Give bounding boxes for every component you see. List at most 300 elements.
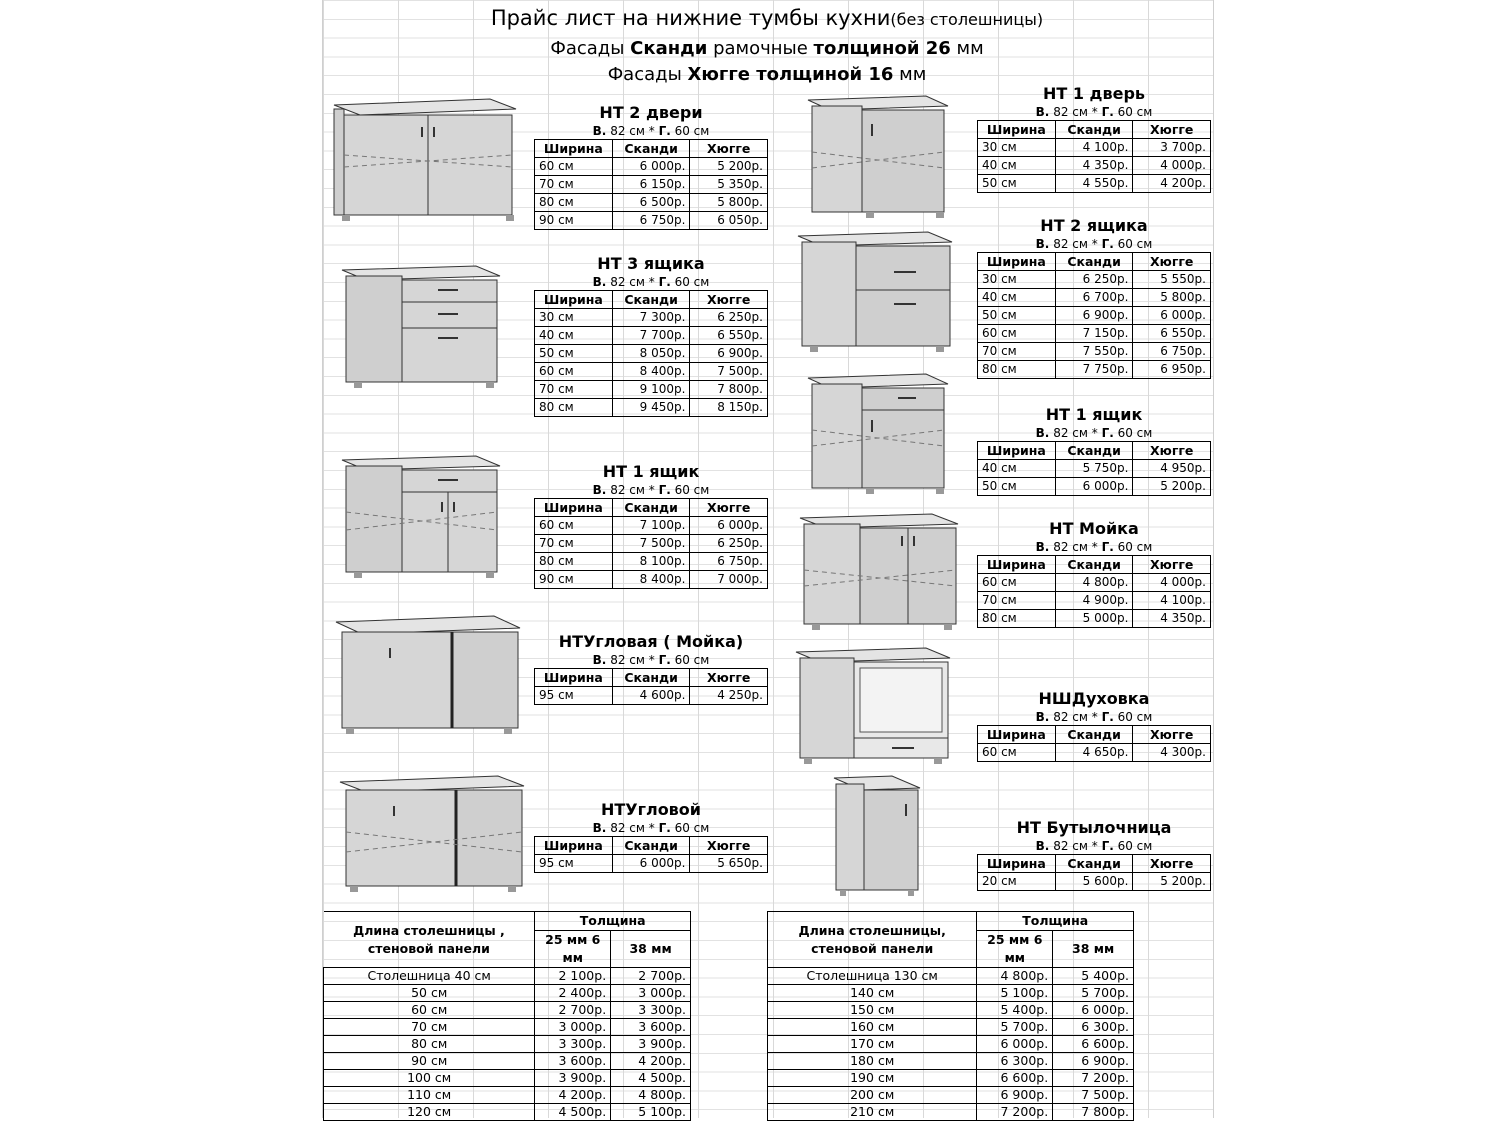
- price-25-cell: 5 700р.: [977, 1019, 1053, 1036]
- scandi-header: Сканди: [1055, 121, 1133, 139]
- width-cell: 60 см: [978, 574, 1056, 592]
- hygge-price-cell: 3 700р.: [1133, 139, 1211, 157]
- product-block: [977, 216, 1211, 379]
- hygge-price-cell: 7 800р.: [690, 381, 768, 399]
- cabinet-1-door-image: [806, 92, 951, 222]
- product-dimensions: В. 82 см * Г. 60 см: [592, 275, 710, 289]
- width-cell: 90 см: [535, 212, 613, 230]
- price-38-cell: 5 400р.: [1053, 968, 1134, 985]
- scandi-header: Сканди: [1055, 556, 1133, 574]
- length-cell: 100 см: [324, 1070, 535, 1087]
- hygge-header: Хюгге: [1133, 556, 1211, 574]
- hygge-header: Хюгге: [1133, 121, 1211, 139]
- width-cell: 20 см: [978, 873, 1056, 891]
- scandi-price-cell: 7 300р.: [612, 309, 690, 327]
- table-row: [978, 175, 1211, 193]
- hygge-price-cell: 5 800р.: [690, 194, 768, 212]
- countertop-rows-left: [324, 968, 691, 1121]
- price-38-cell: 7 500р.: [1053, 1087, 1134, 1104]
- product-block: [977, 405, 1211, 496]
- product-title: НТ 2 ящика: [1040, 216, 1148, 235]
- price-table: [534, 836, 768, 873]
- table-row: [535, 687, 768, 705]
- scandi-price-cell: 6 150р.: [612, 176, 690, 194]
- width-cell: 70 см: [978, 592, 1056, 610]
- hygge-price-cell: 5 350р.: [690, 176, 768, 194]
- product-block: [534, 462, 768, 589]
- price-25-cell: 2 100р.: [535, 968, 611, 985]
- length-cell: 200 см: [768, 1087, 977, 1104]
- table-row: [535, 212, 768, 230]
- price-25-cell: 6 300р.: [977, 1053, 1053, 1070]
- table-row: [768, 1087, 1134, 1104]
- table-row: [978, 343, 1211, 361]
- price-38-cell: 4 800р.: [611, 1087, 691, 1104]
- width-cell: 40 см: [535, 327, 613, 345]
- width-header: Ширина: [978, 855, 1056, 873]
- cabinet-3-drawers-image: [340, 262, 505, 392]
- scandi-price-cell: 7 150р.: [1055, 325, 1133, 343]
- scandi-header: Сканди: [1055, 855, 1133, 873]
- table-row: [978, 574, 1211, 592]
- price-25-cell: 3 300р.: [535, 1036, 611, 1053]
- width-cell: 70 см: [535, 535, 613, 553]
- hygge-header: Хюгге: [690, 837, 768, 855]
- width-header: Ширина: [978, 121, 1056, 139]
- scandi-price-cell: 6 000р.: [1055, 478, 1133, 496]
- price-25-cell: 6 900р.: [977, 1087, 1053, 1104]
- table-row: [324, 985, 691, 1002]
- table-row: [535, 158, 768, 176]
- facade-scandi-line: Фасады Сканди рамочные толщиной 26 мм: [550, 38, 984, 59]
- hygge-price-cell: 4 950р.: [1133, 460, 1211, 478]
- cabinet-2-doors-image: [330, 95, 520, 225]
- width-cell: 80 см: [978, 610, 1056, 628]
- facade-hygge-line: Фасады Хюгге толщиной 16 мм: [607, 64, 927, 85]
- table-row: [535, 363, 768, 381]
- scandi-price-cell: 8 400р.: [612, 571, 690, 589]
- hygge-price-cell: 8 150р.: [690, 399, 768, 417]
- table-row: [535, 399, 768, 417]
- scandi-header: Сканди: [1055, 442, 1133, 460]
- price-38-cell: 6 300р.: [1053, 1019, 1134, 1036]
- length-cell: 70 см: [324, 1019, 535, 1036]
- hygge-price-cell: 4 100р.: [1133, 592, 1211, 610]
- product-dimensions: В. 82 см * Г. 60 см: [1035, 839, 1153, 853]
- length-cell: Столешница 130 см: [768, 968, 977, 985]
- table-row: [324, 1053, 691, 1070]
- hygge-price-cell: 6 250р.: [690, 309, 768, 327]
- product-dimensions: В. 82 см * Г. 60 см: [1035, 237, 1153, 251]
- width-cell: 30 см: [978, 271, 1056, 289]
- scandi-price-cell: 8 400р.: [612, 363, 690, 381]
- table-row: [535, 345, 768, 363]
- table-row: [978, 744, 1211, 762]
- table-row: [324, 1070, 691, 1087]
- hygge-price-cell: 6 550р.: [1133, 325, 1211, 343]
- price-38-cell: 5 700р.: [1053, 985, 1134, 1002]
- scandi-price-cell: 6 900р.: [1055, 307, 1133, 325]
- scandi-price-cell: 7 100р.: [612, 517, 690, 535]
- scandi-price-cell: 7 550р.: [1055, 343, 1133, 361]
- sink-cabinet-image: [798, 510, 963, 635]
- scandi-header: Сканди: [612, 291, 690, 309]
- scandi-price-cell: 6 250р.: [1055, 271, 1133, 289]
- width-cell: 60 см: [535, 363, 613, 381]
- hygge-price-cell: 5 650р.: [690, 855, 768, 873]
- price-25-cell: 4 200р.: [535, 1087, 611, 1104]
- width-header: Ширина: [535, 837, 613, 855]
- hygge-price-cell: 6 750р.: [690, 553, 768, 571]
- width-cell: 70 см: [978, 343, 1056, 361]
- hygge-price-cell: 4 200р.: [1133, 175, 1211, 193]
- product-block: [977, 84, 1211, 193]
- price-table: [977, 854, 1211, 891]
- product-title: НТ 1 ящик: [602, 462, 700, 481]
- hygge-header: Хюгге: [690, 291, 768, 309]
- width-cell: 70 см: [535, 381, 613, 399]
- scandi-header: Сканди: [612, 837, 690, 855]
- length-cell: 150 см: [768, 1002, 977, 1019]
- bottle-cabinet-image: [830, 772, 925, 900]
- hygge-price-cell: 4 300р.: [1133, 744, 1211, 762]
- countertop-length-header: Длина столешницы , стеновой панели: [324, 912, 535, 968]
- thickness-header-right: Толщина: [977, 912, 1134, 931]
- product-title: НТ 1 ящик: [1045, 405, 1143, 424]
- hygge-price-cell: 4 000р.: [1133, 157, 1211, 175]
- scandi-header: Сканди: [612, 140, 690, 158]
- price-table: [977, 441, 1211, 496]
- product-dimensions: В. 82 см * Г. 60 см: [1035, 540, 1153, 554]
- product-block: [977, 818, 1211, 891]
- product-title: НТУгловой: [600, 800, 702, 819]
- scandi-price-cell: 4 550р.: [1055, 175, 1133, 193]
- price-38-cell: 3 000р.: [611, 985, 691, 1002]
- table-row: [324, 1019, 691, 1036]
- hygge-header: Хюгге: [1133, 726, 1211, 744]
- table-row: [535, 553, 768, 571]
- scandi-price-cell: 7 750р.: [1055, 361, 1133, 379]
- price-25-cell: 4 500р.: [535, 1104, 611, 1121]
- width-cell: 80 см: [535, 194, 613, 212]
- width-cell: 95 см: [535, 687, 613, 705]
- hygge-price-cell: 6 250р.: [690, 535, 768, 553]
- product-dimensions: В. 82 см * Г. 60 см: [592, 483, 710, 497]
- table-row: [978, 478, 1211, 496]
- scandi-price-cell: 5 750р.: [1055, 460, 1133, 478]
- scandi-price-cell: 4 100р.: [1055, 139, 1133, 157]
- length-cell: 120 см: [324, 1104, 535, 1121]
- product-title: НТУгловая ( Мойка): [558, 632, 744, 651]
- hygge-header: Хюгге: [690, 499, 768, 517]
- table-row: [978, 873, 1211, 891]
- hygge-price-cell: 4 350р.: [1133, 610, 1211, 628]
- product-title: НТ Бутылочница: [1016, 818, 1172, 837]
- width-header: Ширина: [978, 442, 1056, 460]
- scandi-price-cell: 9 100р.: [612, 381, 690, 399]
- price-table: [977, 120, 1211, 193]
- length-cell: 90 см: [324, 1053, 535, 1070]
- countertop-table-left: [323, 911, 691, 1121]
- length-cell: 80 см: [324, 1036, 535, 1053]
- cabinet-1-drawer-narrow-image: [806, 370, 951, 498]
- table-row: [535, 855, 768, 873]
- table-row: [978, 139, 1211, 157]
- length-cell: 180 см: [768, 1053, 977, 1070]
- hygge-price-cell: 6 950р.: [1133, 361, 1211, 379]
- countertop-rows-right: [768, 968, 1134, 1121]
- hygge-price-cell: 5 550р.: [1133, 271, 1211, 289]
- thickness-38-header: 38 мм: [611, 931, 691, 968]
- price-38-cell: 3 300р.: [611, 1002, 691, 1019]
- price-38-cell: 6 000р.: [1053, 1002, 1134, 1019]
- price-table: [534, 139, 768, 230]
- price-25-cell: 7 200р.: [977, 1104, 1053, 1121]
- hygge-price-cell: 6 750р.: [1133, 343, 1211, 361]
- hygge-price-cell: 6 900р.: [690, 345, 768, 363]
- scandi-header: Сканди: [612, 499, 690, 517]
- table-row: [768, 1036, 1134, 1053]
- product-dimensions: В. 82 см * Г. 60 см: [1035, 105, 1153, 119]
- width-cell: 50 см: [978, 175, 1056, 193]
- width-header: Ширина: [535, 291, 613, 309]
- table-row: [768, 1070, 1134, 1087]
- width-header: Ширина: [978, 726, 1056, 744]
- width-header: Ширина: [535, 499, 613, 517]
- product-dimensions: В. 82 см * Г. 60 см: [1035, 710, 1153, 724]
- cabinet-2-drawers-image: [796, 228, 956, 356]
- scandi-price-cell: 6 000р.: [612, 855, 690, 873]
- countertop-table-right: [767, 911, 1134, 1121]
- length-cell: 140 см: [768, 985, 977, 1002]
- scandi-price-cell: 4 350р.: [1055, 157, 1133, 175]
- width-cell: 60 см: [535, 517, 613, 535]
- hygge-header: Хюгге: [690, 140, 768, 158]
- price-25-cell: 4 800р.: [977, 968, 1053, 985]
- length-cell: 110 см: [324, 1087, 535, 1104]
- width-header: Ширина: [978, 556, 1056, 574]
- scandi-price-cell: 7 700р.: [612, 327, 690, 345]
- product-block: [977, 519, 1211, 628]
- table-row: [768, 1019, 1134, 1036]
- product-title: НТ 2 двери: [599, 103, 703, 122]
- scandi-price-cell: 5 000р.: [1055, 610, 1133, 628]
- scandi-price-cell: 4 900р.: [1055, 592, 1133, 610]
- product-dimensions: В. 82 см * Г. 60 см: [592, 653, 710, 667]
- width-header: Ширина: [535, 140, 613, 158]
- width-cell: 95 см: [535, 855, 613, 873]
- price-table: [977, 252, 1211, 379]
- table-row: [978, 361, 1211, 379]
- corner-cabinet-image: [338, 772, 528, 897]
- price-25-cell: 2 400р.: [535, 985, 611, 1002]
- price-25-cell: 3 900р.: [535, 1070, 611, 1087]
- scandi-price-cell: 8 100р.: [612, 553, 690, 571]
- cabinet-1-drawer-image: [340, 452, 505, 582]
- hygge-price-cell: 6 550р.: [690, 327, 768, 345]
- scandi-price-cell: 4 650р.: [1055, 744, 1133, 762]
- width-cell: 50 см: [978, 307, 1056, 325]
- thickness-25-header-right: 25 мм 6 мм: [977, 931, 1053, 968]
- table-row: [768, 968, 1134, 985]
- price-38-cell: 7 800р.: [1053, 1104, 1134, 1121]
- width-cell: 60 см: [535, 158, 613, 176]
- table-row: [978, 610, 1211, 628]
- width-cell: 40 см: [978, 289, 1056, 307]
- table-row: [324, 1087, 691, 1104]
- hygge-header: Хюгге: [1133, 253, 1211, 271]
- product-dimensions: В. 82 см * Г. 60 см: [592, 124, 710, 138]
- scandi-header: Сканди: [612, 669, 690, 687]
- price-25-cell: 2 700р.: [535, 1002, 611, 1019]
- product-title: НТ Мойка: [1049, 519, 1139, 538]
- thickness-header: Толщина: [535, 912, 691, 931]
- hygge-price-cell: 6 000р.: [1133, 307, 1211, 325]
- oven-cabinet-image: [794, 644, 954, 769]
- table-row: [978, 271, 1211, 289]
- scandi-price-cell: 4 600р.: [612, 687, 690, 705]
- product-title: НТ 1 дверь: [1042, 84, 1146, 103]
- length-cell: 50 см: [324, 985, 535, 1002]
- price-25-cell: 6 600р.: [977, 1070, 1053, 1087]
- table-row: [978, 460, 1211, 478]
- scandi-price-cell: 4 800р.: [1055, 574, 1133, 592]
- corner-sink-cabinet-image: [334, 612, 524, 742]
- product-block: [534, 632, 768, 705]
- hygge-price-cell: 6 050р.: [690, 212, 768, 230]
- hygge-header: Хюгге: [1133, 442, 1211, 460]
- length-cell: 210 см: [768, 1104, 977, 1121]
- width-cell: 50 см: [978, 478, 1056, 496]
- product-title: НТ 3 ящика: [597, 254, 705, 273]
- length-cell: 160 см: [768, 1019, 977, 1036]
- table-row: [324, 1002, 691, 1019]
- product-block: [534, 254, 768, 417]
- hygge-price-cell: 6 000р.: [690, 517, 768, 535]
- width-cell: 50 см: [535, 345, 613, 363]
- product-block: [977, 689, 1211, 762]
- hygge-price-cell: 4 000р.: [1133, 574, 1211, 592]
- price-38-cell: 6 900р.: [1053, 1053, 1134, 1070]
- product-dimensions: В. 82 см * Г. 60 см: [592, 821, 710, 835]
- scandi-price-cell: 6 000р.: [612, 158, 690, 176]
- table-row: [535, 309, 768, 327]
- table-row: [978, 325, 1211, 343]
- scandi-header: Сканди: [1055, 253, 1133, 271]
- price-25-cell: 6 000р.: [977, 1036, 1053, 1053]
- hygge-price-cell: 4 250р.: [690, 687, 768, 705]
- table-row: [535, 381, 768, 399]
- width-cell: 70 см: [535, 176, 613, 194]
- scandi-header: Сканди: [1055, 726, 1133, 744]
- table-row: [978, 307, 1211, 325]
- thickness-25-header: 25 мм 6 мм: [535, 931, 611, 968]
- scandi-price-cell: 7 500р.: [612, 535, 690, 553]
- table-row: [535, 194, 768, 212]
- product-block: [534, 800, 768, 873]
- table-row: [768, 1002, 1134, 1019]
- price-38-cell: 3 600р.: [611, 1019, 691, 1036]
- price-38-cell: 7 200р.: [1053, 1070, 1134, 1087]
- scandi-price-cell: 9 450р.: [612, 399, 690, 417]
- length-cell: 190 см: [768, 1070, 977, 1087]
- price-25-cell: 5 100р.: [977, 985, 1053, 1002]
- width-header: Ширина: [535, 669, 613, 687]
- price-table: [534, 668, 768, 705]
- page-title: Прайс лист на нижние тумбы кухни(без столешницы): [490, 6, 1044, 30]
- scandi-price-cell: 8 050р.: [612, 345, 690, 363]
- table-row: [535, 571, 768, 589]
- width-cell: 90 см: [535, 571, 613, 589]
- hygge-price-cell: 5 200р.: [690, 158, 768, 176]
- width-cell: 80 см: [535, 553, 613, 571]
- width-cell: 60 см: [978, 325, 1056, 343]
- price-38-cell: 4 500р.: [611, 1070, 691, 1087]
- thickness-38-header-right: 38 мм: [1053, 931, 1134, 968]
- price-38-cell: 3 900р.: [611, 1036, 691, 1053]
- price-table: [534, 498, 768, 589]
- table-row: [978, 289, 1211, 307]
- price-25-cell: 3 600р.: [535, 1053, 611, 1070]
- price-25-cell: 3 000р.: [535, 1019, 611, 1036]
- product-dimensions: В. 82 см * Г. 60 см: [1035, 426, 1153, 440]
- product-block: [534, 103, 768, 230]
- table-row: [535, 535, 768, 553]
- scandi-price-cell: 6 750р.: [612, 212, 690, 230]
- price-38-cell: 5 100р.: [611, 1104, 691, 1121]
- product-title: НШДуховка: [1038, 689, 1150, 708]
- width-header: Ширина: [978, 253, 1056, 271]
- scandi-price-cell: 6 500р.: [612, 194, 690, 212]
- width-cell: 40 см: [978, 157, 1056, 175]
- width-cell: 40 см: [978, 460, 1056, 478]
- table-row: [535, 176, 768, 194]
- hygge-price-cell: 7 500р.: [690, 363, 768, 381]
- hygge-price-cell: 5 200р.: [1133, 478, 1211, 496]
- hygge-price-cell: 5 200р.: [1133, 873, 1211, 891]
- scandi-price-cell: 5 600р.: [1055, 873, 1133, 891]
- table-row: [768, 985, 1134, 1002]
- table-row: [535, 327, 768, 345]
- price-38-cell: 2 700р.: [611, 968, 691, 985]
- price-38-cell: 4 200р.: [611, 1053, 691, 1070]
- price-table: [534, 290, 768, 417]
- table-row: [324, 968, 691, 985]
- hygge-header: Хюгге: [690, 669, 768, 687]
- price-38-cell: 6 600р.: [1053, 1036, 1134, 1053]
- price-table: [977, 725, 1211, 762]
- hygge-price-cell: 5 800р.: [1133, 289, 1211, 307]
- length-cell: 60 см: [324, 1002, 535, 1019]
- table-row: [535, 517, 768, 535]
- width-cell: 80 см: [978, 361, 1056, 379]
- table-row: [978, 157, 1211, 175]
- table-row: [768, 1053, 1134, 1070]
- scandi-price-cell: 6 700р.: [1055, 289, 1133, 307]
- hygge-price-cell: 7 000р.: [690, 571, 768, 589]
- width-cell: 30 см: [978, 139, 1056, 157]
- price-table: [977, 555, 1211, 628]
- table-row: [978, 592, 1211, 610]
- length-cell: 170 см: [768, 1036, 977, 1053]
- countertop-length-header-right: Длина столешницы, стеновой панели: [768, 912, 977, 968]
- width-cell: 80 см: [535, 399, 613, 417]
- width-cell: 60 см: [978, 744, 1056, 762]
- width-cell: 30 см: [535, 309, 613, 327]
- table-row: [324, 1036, 691, 1053]
- hygge-header: Хюгге: [1133, 855, 1211, 873]
- length-cell: Столешница 40 см: [324, 968, 535, 985]
